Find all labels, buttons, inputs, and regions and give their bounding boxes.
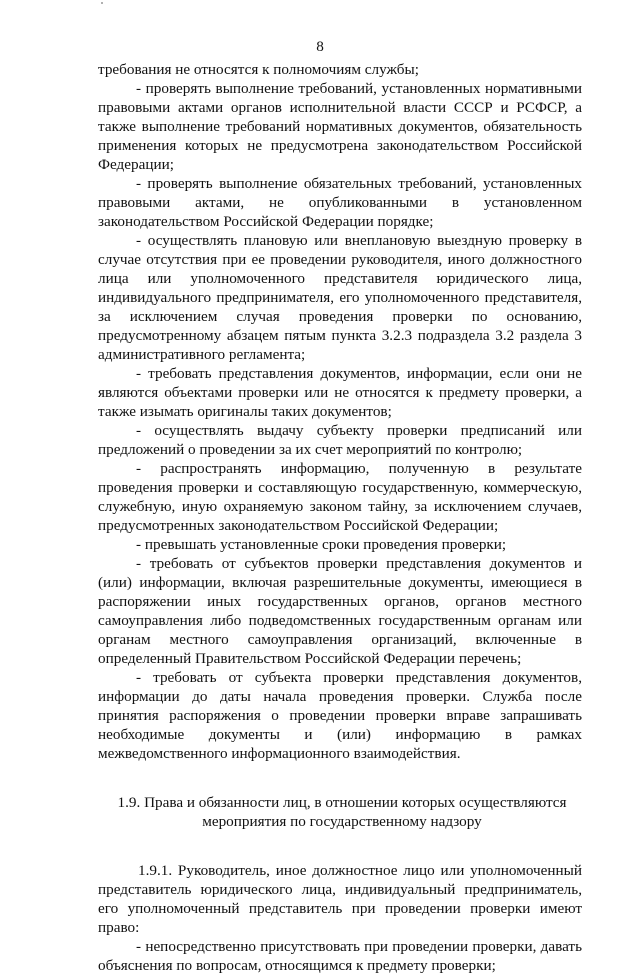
paragraph: - распространять информацию, полученную в результате проведения проверки и составляющую государственную, коммерческую, служебную, иную охраняемую законом тайну, за исключением случаев, предусмотренных законодательством Российской Федерации; <box>98 460 582 534</box>
scan-speck <box>101 2 103 4</box>
paragraph: - требовать представления документов, информации, если они не являются объектами проверки или не относятся к предмету проверки, а также изымать оригиналы таких документов; <box>98 365 582 420</box>
paragraph: требования не относятся к полномочиям службы; <box>98 61 419 78</box>
paragraph: 1.9.1. Руководитель, иное должностное лицо или уполномоченный представитель юридического лица, индивидуальный предприниматель, его уполномоченный представитель при проведении проверки имеют право: <box>98 862 582 936</box>
paragraph: - непосредственно присутствовать при проведении проверки, давать объяснения по вопросам, относящимся к предмету проверки; <box>98 938 582 974</box>
paragraph: - требовать от субъектов проверки представления документов и (или) информации, включая разрешительные документы, имеющиеся в распоряжении иных государственных органов, органов местного самоуправления либо подведомственных государственным органам или органам местного самоуправления организаций, включенные в определенный Правительством Российской Федерации перечень; <box>98 555 582 667</box>
paragraph: - требовать от субъекта проверки представления документов, информации до даты начала проведения проверки. Служба после принятия распоряжения о проведении проверки вправе запрашивать необходимые документы и (или) информацию в рамках межведомственного информационного взаимодействия. <box>98 669 582 762</box>
paragraph: - осуществлять выдачу субъекту проверки предписаний или предложений о проведении за их счет мероприятий по контролю; <box>98 422 582 458</box>
page-number: 8 <box>316 38 324 55</box>
paragraph: - превышать установленные сроки проведения проверки; <box>136 536 507 553</box>
paragraph: - проверять выполнение обязательных требований, установленных правовыми актами, не опубликованными в установленном законодательством Российской Федерации порядке; <box>98 175 582 230</box>
paragraph: - проверять выполнение требований, установленных нормативными правовыми актами органов исполнительной власти СССР и РСФСР, а также выполнение требований нормативных документов, обязательность применения которых не предусмотрена законодательством Российской Федерации; <box>98 80 582 173</box>
paragraph: - осуществлять плановую или внеплановую выездную проверку в случае отсутствия при ее проведении руководителя, иного должностного лица или уполномоченного представителя юридического лица, индивидуального предпринимателя, его уполномоченного представителя, за исключением случая проведения проверки по основанию, предусмотренному абзацем пятым пункта 3.2.3 подраздела 3.2 раздела 3 административного регламента; <box>98 232 582 363</box>
section-heading: 1.9. Права и обязанности лиц, в отношении которых осуществляются мероприятия по государственному надзору <box>117 794 567 830</box>
document-body <box>98 60 582 975</box>
